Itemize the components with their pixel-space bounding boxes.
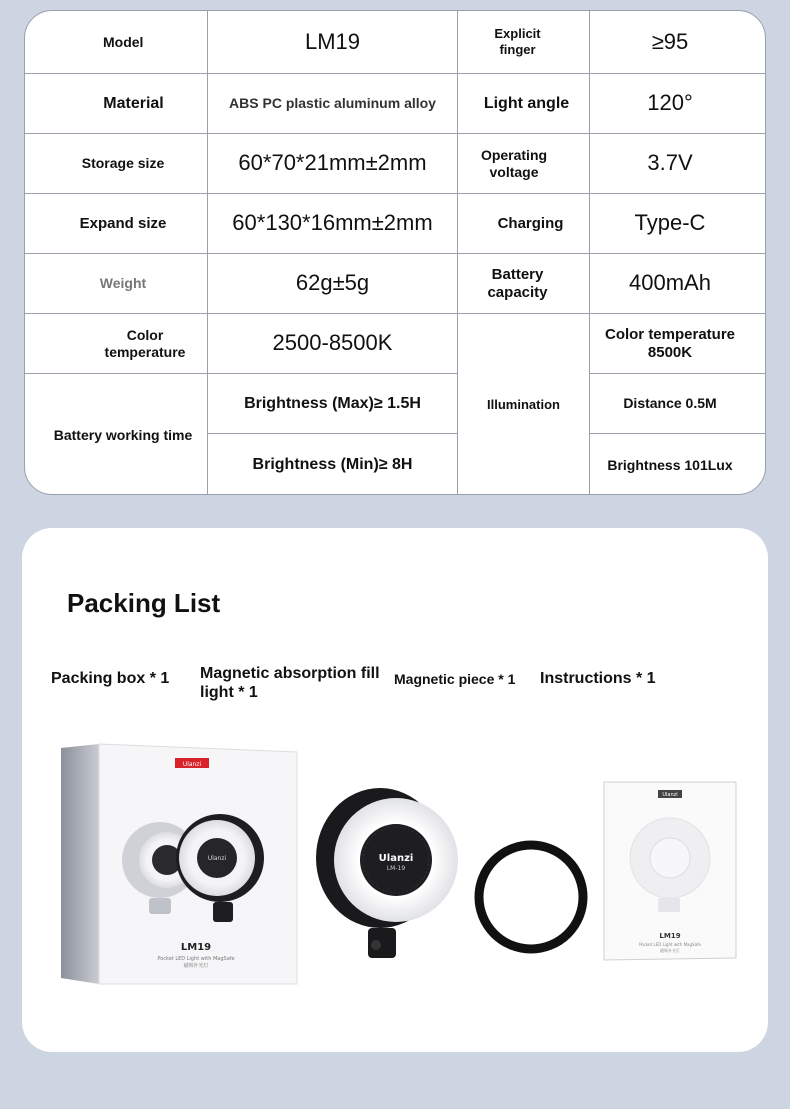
weight-value: 62g±5g	[295, 270, 370, 296]
battery-capacity-label: Battery capacity	[487, 265, 548, 301]
packing-item-magnetic-piece: Magnetic piece * 1	[394, 671, 516, 687]
brightness-min: Brightness (Min)≥ 8H	[252, 456, 413, 474]
light-angle-label: Light angle	[483, 94, 570, 112]
illum-color-temp: Color temperature 8500K	[604, 325, 736, 361]
illumination-label: Illumination	[487, 397, 560, 413]
expand-size-value: 60*130*16mm±2mm	[232, 210, 433, 236]
color-temperature-value: 2500-8500K	[272, 330, 393, 356]
packing-list-title: Packing List	[67, 588, 221, 618]
illum-brightness: Brightness 101Lux	[607, 456, 733, 473]
charging-value: Type-C	[634, 210, 706, 236]
battery-capacity-value: 400mAh	[629, 270, 711, 296]
spec-table	[24, 10, 766, 495]
battery-working-time-label: Battery working time	[53, 426, 193, 443]
box-model: LM19	[180, 942, 212, 953]
packing-box-image	[55, 740, 305, 990]
box-chinese: 磁吸补光灯	[183, 963, 209, 969]
booklet-brand: Ulanzi	[662, 792, 678, 798]
operating-voltage-value: 3.7V	[647, 150, 693, 176]
explicit-finger-label: Explicit finger	[494, 26, 541, 57]
box-brand-text: Ulanzi	[182, 761, 202, 768]
explicit-finger-value: ≥95	[651, 28, 689, 54]
booklet-model: LM19	[659, 932, 681, 940]
model-value: LM19	[304, 28, 361, 54]
material-label: Material	[103, 94, 164, 112]
brightness-max: Brightness (Max)≥ 1.5H	[244, 394, 421, 412]
color-temperature-label: Color temperature	[104, 326, 186, 360]
light-model: LM-19	[386, 865, 406, 872]
booklet-subtitle: Pocket LED Light with MagSafe	[639, 942, 701, 947]
packing-item-instructions: Instructions * 1	[540, 670, 656, 687]
box-light-brand: Ulanzi	[207, 855, 227, 862]
light-angle-value: 120°	[647, 90, 693, 116]
weight-label: Weight	[99, 275, 147, 292]
booklet-chinese: 磁吸补光灯	[660, 948, 680, 953]
packing-item-light: Magnetic absorption fill light * 1	[200, 665, 380, 702]
magnetic-ring-image	[472, 838, 590, 956]
expand-size-label: Expand size	[79, 214, 167, 232]
instructions-image	[600, 778, 740, 963]
packing-item-box: Packing box * 1	[51, 670, 170, 687]
fill-light-image	[310, 760, 470, 970]
model-label: Model	[103, 33, 144, 50]
storage-size-value: 60*70*21mm±2mm	[238, 150, 427, 176]
box-subtitle: Pocket LED Light with MagSafe	[157, 956, 235, 962]
light-brand: Ulanzi	[378, 853, 414, 864]
illum-distance: Distance 0.5M	[623, 395, 717, 412]
storage-size-label: Storage size	[81, 155, 165, 172]
charging-label: Charging	[497, 214, 564, 232]
operating-voltage-label: Operating voltage	[480, 146, 548, 180]
material-value: ABS PC plastic aluminum alloy	[229, 95, 436, 112]
